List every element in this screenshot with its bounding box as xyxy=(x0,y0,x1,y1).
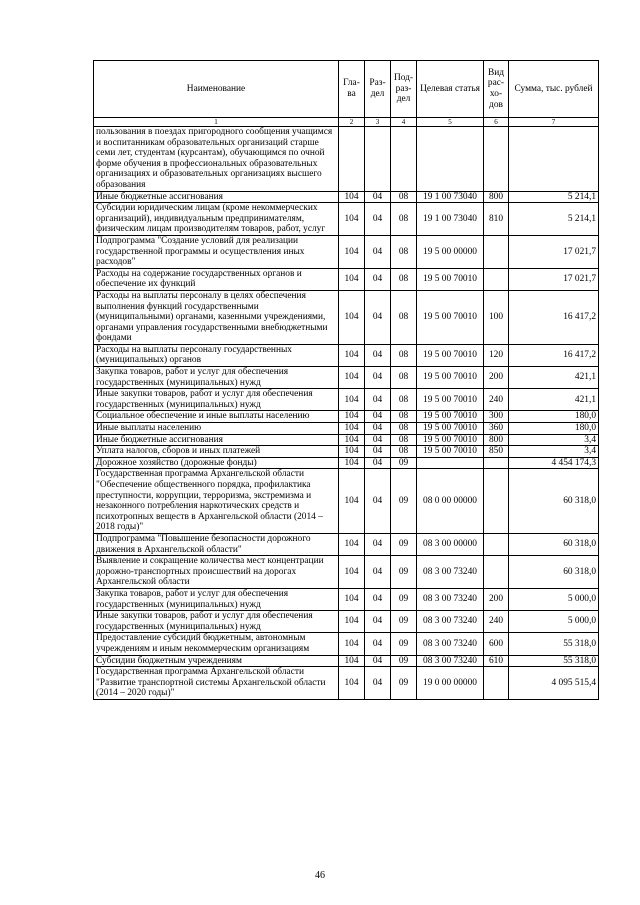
column-number: 3 xyxy=(365,118,391,127)
cell-name: Закупка товаров, работ и услуг для обеспечения государственных (муниципальных) нужд xyxy=(94,367,339,389)
cell-name: Предоставление субсидий бюджетным, автономным учреждениям и иным некоммерческим организациям xyxy=(94,633,339,655)
header-podrazdel: Под-раз-дел xyxy=(391,61,417,118)
cell-razdel xyxy=(365,127,391,192)
cell-podrazdel: 08 xyxy=(391,290,417,344)
cell-vid xyxy=(484,469,509,534)
table-row xyxy=(94,556,599,589)
cell-vid xyxy=(484,235,509,268)
cell-podrazdel: 09 xyxy=(391,588,417,610)
cell-name: Иные бюджетные ассигнования xyxy=(94,191,339,203)
cell-name: Уплата налогов, сборов и иных платежей xyxy=(94,446,339,458)
header-target: Целевая статья xyxy=(417,61,484,118)
cell-name: Иные закупки товаров, работ и услуг для обеспечения государственных (муниципальных) нужд xyxy=(94,389,339,411)
cell-razdel: 04 xyxy=(365,611,391,633)
table-row xyxy=(94,344,599,366)
cell-glava: 104 xyxy=(339,389,365,411)
cell-podrazdel: 09 xyxy=(391,655,417,667)
cell-vid: 810 xyxy=(484,203,509,236)
cell-razdel: 04 xyxy=(365,411,391,423)
cell-vid: 360 xyxy=(484,423,509,435)
column-number: 6 xyxy=(484,118,509,127)
cell-sum: 5 000,0 xyxy=(509,611,599,633)
cell-target: 08 3 00 73240 xyxy=(417,655,484,667)
cell-razdel: 04 xyxy=(365,588,391,610)
cell-glava: 104 xyxy=(339,434,365,446)
cell-vid xyxy=(484,268,509,290)
cell-sum: 421,1 xyxy=(509,389,599,411)
cell-vid xyxy=(484,667,509,700)
cell-glava xyxy=(339,127,365,192)
column-number: 7 xyxy=(509,118,599,127)
cell-target: 08 3 00 73240 xyxy=(417,633,484,655)
cell-name: Расходы на выплаты персоналу в целях обеспечения выполнения функций государственными (муниципальными) органами, казенными учреждениями, органами управления государственными внебюджетными фондами xyxy=(94,290,339,344)
cell-glava: 104 xyxy=(339,611,365,633)
cell-name: Подпрограмма "Повышение безопасности дорожного движения в Архангельской области" xyxy=(94,533,339,555)
column-number: 5 xyxy=(417,118,484,127)
cell-glava: 104 xyxy=(339,235,365,268)
cell-vid: 610 xyxy=(484,655,509,667)
cell-razdel: 04 xyxy=(365,191,391,203)
cell-podrazdel: 08 xyxy=(391,268,417,290)
cell-target: 19 5 00 70010 xyxy=(417,411,484,423)
cell-vid: 200 xyxy=(484,367,509,389)
table-row xyxy=(94,423,599,435)
budget-table xyxy=(93,60,599,700)
cell-podrazdel: 08 xyxy=(391,434,417,446)
cell-name: Субсидии юридическим лицам (кроме некоммерческих организаций), индивидуальным предпринимателям, физическим лицам производителям товаров, работ, услуг xyxy=(94,203,339,236)
cell-target: 19 5 00 70010 xyxy=(417,434,484,446)
cell-vid: 800 xyxy=(484,191,509,203)
cell-glava: 104 xyxy=(339,469,365,534)
cell-name: Подпрограмма "Создание условий для реализации государственной программы и осуществления иных расходов" xyxy=(94,235,339,268)
cell-sum: 55 318,0 xyxy=(509,655,599,667)
table-row xyxy=(94,611,599,633)
cell-name: Государственная программа Архангельской области "Развитие транспортной системы Архангельской области (2014 – 2020 годы)" xyxy=(94,667,339,700)
cell-target: 08 3 00 73240 xyxy=(417,556,484,589)
cell-target: 19 5 00 70010 xyxy=(417,344,484,366)
cell-razdel: 04 xyxy=(365,344,391,366)
cell-razdel: 04 xyxy=(365,423,391,435)
header-vid: Вид рас-хо-дов xyxy=(484,61,509,118)
cell-target xyxy=(417,457,484,469)
cell-sum: 3,4 xyxy=(509,434,599,446)
cell-razdel: 04 xyxy=(365,633,391,655)
column-number: 2 xyxy=(339,118,365,127)
cell-podrazdel: 09 xyxy=(391,611,417,633)
cell-razdel: 04 xyxy=(365,469,391,534)
cell-target: 19 0 00 00000 xyxy=(417,667,484,700)
table-row xyxy=(94,633,599,655)
cell-vid xyxy=(484,533,509,555)
cell-podrazdel: 08 xyxy=(391,446,417,458)
cell-glava: 104 xyxy=(339,411,365,423)
cell-name: Закупка товаров, работ и услуг для обеспечения государственных (муниципальных) нужд xyxy=(94,588,339,610)
cell-sum: 17 021,7 xyxy=(509,268,599,290)
table-row xyxy=(94,469,599,534)
cell-razdel: 04 xyxy=(365,457,391,469)
cell-podrazdel: 09 xyxy=(391,667,417,700)
cell-glava: 104 xyxy=(339,344,365,366)
cell-razdel: 04 xyxy=(365,290,391,344)
cell-razdel: 04 xyxy=(365,556,391,589)
cell-razdel: 04 xyxy=(365,655,391,667)
cell-glava: 104 xyxy=(339,290,365,344)
cell-vid: 850 xyxy=(484,446,509,458)
cell-podrazdel: 08 xyxy=(391,411,417,423)
cell-podrazdel: 08 xyxy=(391,367,417,389)
table-row xyxy=(94,457,599,469)
cell-vid xyxy=(484,556,509,589)
column-number-row xyxy=(94,118,599,127)
cell-target: 08 3 00 00000 xyxy=(417,533,484,555)
cell-glava: 104 xyxy=(339,457,365,469)
cell-podrazdel: 08 xyxy=(391,423,417,435)
table-body xyxy=(94,127,599,700)
cell-vid: 100 xyxy=(484,290,509,344)
cell-vid xyxy=(484,127,509,192)
cell-name: пользования в поездах пригородного сообщения учащимся и воспитанникам образовательных организаций старше семи лет, студентам (курсантам), обучающимся по очной форме обучения в профессиональных образовательных организациях и образовательных организациях высшего образования xyxy=(94,127,339,192)
cell-vid: 120 xyxy=(484,344,509,366)
cell-target: 08 0 00 00000 xyxy=(417,469,484,534)
cell-vid xyxy=(484,457,509,469)
cell-name: Иные закупки товаров, работ и услуг для обеспечения государственных (муниципальных) нужд xyxy=(94,611,339,633)
cell-podrazdel: 09 xyxy=(391,633,417,655)
table-row xyxy=(94,268,599,290)
cell-sum: 16 417,2 xyxy=(509,344,599,366)
cell-sum: 3,4 xyxy=(509,446,599,458)
cell-sum: 180,0 xyxy=(509,411,599,423)
cell-target: 08 3 00 73240 xyxy=(417,588,484,610)
cell-podrazdel: 09 xyxy=(391,457,417,469)
table-row xyxy=(94,655,599,667)
cell-podrazdel: 09 xyxy=(391,469,417,534)
cell-name: Расходы на выплаты персоналу государственных (муниципальных) органов xyxy=(94,344,339,366)
column-number: 1 xyxy=(94,118,339,127)
cell-podrazdel: 08 xyxy=(391,235,417,268)
cell-vid: 240 xyxy=(484,389,509,411)
cell-podrazdel: 08 xyxy=(391,191,417,203)
table-row xyxy=(94,235,599,268)
cell-podrazdel: 08 xyxy=(391,203,417,236)
cell-glava: 104 xyxy=(339,556,365,589)
cell-target: 19 1 00 73040 xyxy=(417,203,484,236)
cell-razdel: 04 xyxy=(365,667,391,700)
cell-sum: 16 417,2 xyxy=(509,290,599,344)
cell-name: Иные бюджетные ассигнования xyxy=(94,434,339,446)
cell-target: 19 5 00 70010 xyxy=(417,290,484,344)
cell-glava: 104 xyxy=(339,667,365,700)
cell-sum: 180,0 xyxy=(509,423,599,435)
cell-sum: 60 318,0 xyxy=(509,469,599,534)
cell-glava: 104 xyxy=(339,633,365,655)
cell-name: Иные выплаты населению xyxy=(94,423,339,435)
cell-sum xyxy=(509,127,599,192)
cell-razdel: 04 xyxy=(365,389,391,411)
cell-sum: 55 318,0 xyxy=(509,633,599,655)
cell-target: 19 5 00 70010 xyxy=(417,389,484,411)
table-row xyxy=(94,127,599,192)
cell-target: 08 3 00 73240 xyxy=(417,611,484,633)
cell-podrazdel: 09 xyxy=(391,533,417,555)
cell-sum: 5 000,0 xyxy=(509,588,599,610)
cell-razdel: 04 xyxy=(365,203,391,236)
table-row xyxy=(94,203,599,236)
cell-name: Расходы на содержание государственных органов и обеспечение их функций xyxy=(94,268,339,290)
cell-sum: 4 095 515,4 xyxy=(509,667,599,700)
cell-sum: 60 318,0 xyxy=(509,533,599,555)
cell-name: Дорожное хозяйство (дорожные фонды) xyxy=(94,457,339,469)
table-row xyxy=(94,367,599,389)
cell-target: 19 5 00 00000 xyxy=(417,235,484,268)
cell-target: 19 5 00 70010 xyxy=(417,446,484,458)
cell-glava: 104 xyxy=(339,367,365,389)
cell-target xyxy=(417,127,484,192)
cell-glava: 104 xyxy=(339,588,365,610)
cell-glava: 104 xyxy=(339,446,365,458)
cell-glava: 104 xyxy=(339,191,365,203)
cell-vid: 600 xyxy=(484,633,509,655)
column-number: 4 xyxy=(391,118,417,127)
cell-glava: 104 xyxy=(339,203,365,236)
table-row xyxy=(94,290,599,344)
cell-razdel: 04 xyxy=(365,434,391,446)
cell-glava: 104 xyxy=(339,423,365,435)
cell-target: 19 1 00 73040 xyxy=(417,191,484,203)
cell-glava: 104 xyxy=(339,655,365,667)
cell-razdel: 04 xyxy=(365,446,391,458)
cell-podrazdel: 08 xyxy=(391,344,417,366)
cell-name: Субсидии бюджетным учреждениям xyxy=(94,655,339,667)
table-row xyxy=(94,191,599,203)
table-row xyxy=(94,588,599,610)
cell-sum: 17 021,7 xyxy=(509,235,599,268)
cell-sum: 5 214,1 xyxy=(509,191,599,203)
cell-sum: 60 318,0 xyxy=(509,556,599,589)
header-glava: Гла-ва xyxy=(339,61,365,118)
header-sum: Сумма, тыс. рублей xyxy=(509,61,599,118)
page-number: 46 xyxy=(315,870,325,881)
cell-name: Выявление и сокращение количества мест концентрации дорожно-транспортных происшествий на дорогах Архангельской области xyxy=(94,556,339,589)
cell-sum: 5 214,1 xyxy=(509,203,599,236)
cell-sum: 4 454 174,3 xyxy=(509,457,599,469)
table-row xyxy=(94,434,599,446)
cell-target: 19 5 00 70010 xyxy=(417,423,484,435)
cell-razdel: 04 xyxy=(365,367,391,389)
cell-podrazdel: 08 xyxy=(391,389,417,411)
cell-podrazdel: 09 xyxy=(391,556,417,589)
cell-name: Государственная программа Архангельской области "Обеспечение общественного порядка, профилактика преступности, коррупции, терроризма, экстремизма и незаконного потребления наркотических средств и психотропных веществ в Архангельской области (2014 – 2018 годы)" xyxy=(94,469,339,534)
cell-vid: 800 xyxy=(484,434,509,446)
cell-name: Социальное обеспечение и иные выплаты населению xyxy=(94,411,339,423)
header-row xyxy=(94,61,599,118)
table-row xyxy=(94,446,599,458)
header-razdel: Раз-дел xyxy=(365,61,391,118)
cell-vid: 200 xyxy=(484,588,509,610)
cell-glava: 104 xyxy=(339,268,365,290)
cell-vid: 240 xyxy=(484,611,509,633)
table-row xyxy=(94,533,599,555)
cell-vid: 300 xyxy=(484,411,509,423)
cell-sum: 421,1 xyxy=(509,367,599,389)
cell-target: 19 5 00 70010 xyxy=(417,367,484,389)
table-row xyxy=(94,389,599,411)
header-name: Наименование xyxy=(94,61,339,118)
cell-target: 19 5 00 70010 xyxy=(417,268,484,290)
cell-razdel: 04 xyxy=(365,268,391,290)
cell-razdel: 04 xyxy=(365,533,391,555)
table-row xyxy=(94,667,599,700)
cell-razdel: 04 xyxy=(365,235,391,268)
cell-glava: 104 xyxy=(339,533,365,555)
table-row xyxy=(94,411,599,423)
cell-podrazdel xyxy=(391,127,417,192)
